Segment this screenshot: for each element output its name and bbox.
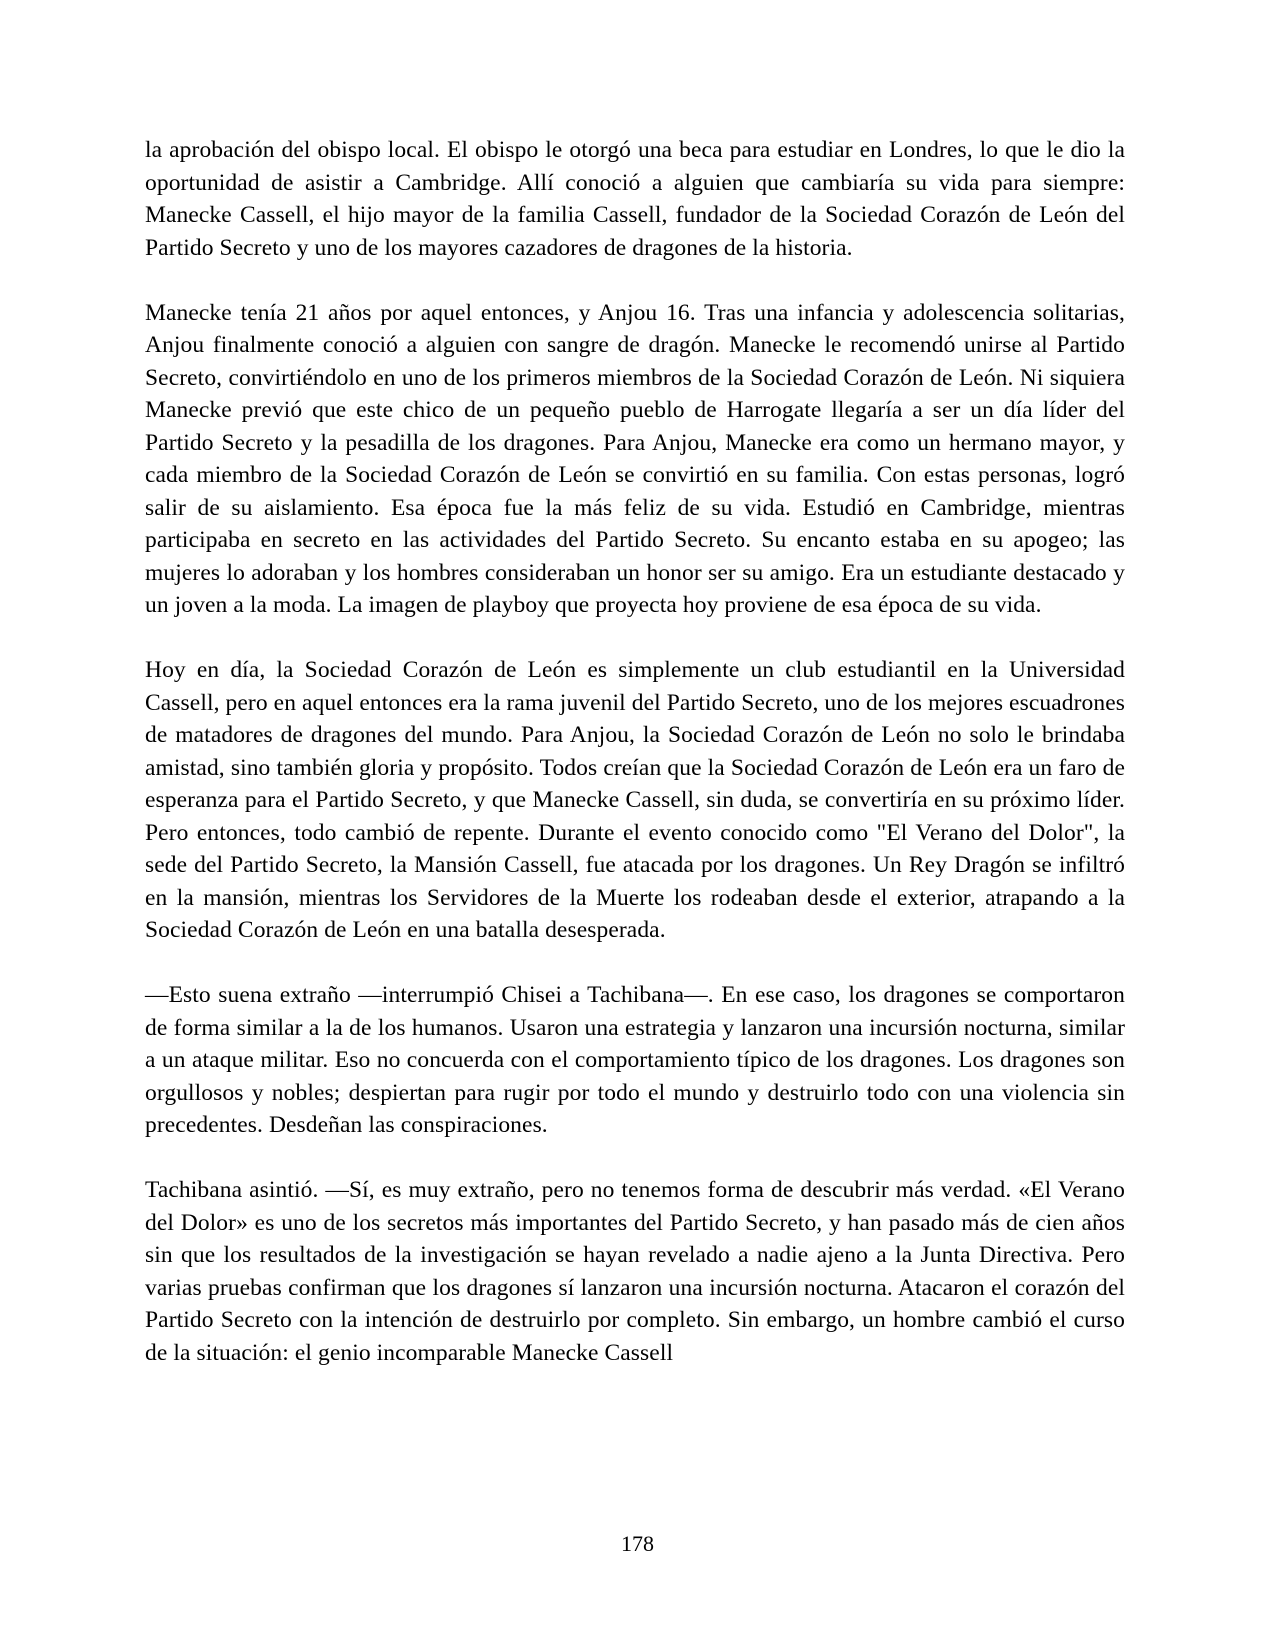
page-footer	[0, 1530, 1275, 1558]
paragraph: Hoy en día, la Sociedad Corazón de León es simplemente un club estudiantil en la Universidad Cassell, pero en aquel entonces era la rama juvenil del Partido Secreto, uno de los mejores escuadrones de matadores de dragones del mundo. Para Anjou, la Sociedad Corazón de León no solo le brindaba amistad, sino también gloria y propósito. Todos creían que la Sociedad Corazón de León era un faro de esperanza para el Partido Secreto, y que Manecke Cassell, sin duda, se convertiría en su próximo líder. Pero entonces, todo cambió de repente. Durante el evento conocido como "El Verano del Dolor", la sede del Partido Secreto, la Mansión Cassell, fue atacada por los dragones. Un Rey Dragón se infiltró en la mansión, mientras los Servidores de la Muerte los rodeaban desde el exterior, atrapando a la Sociedad Corazón de León en una batalla desesperada.	[145, 657, 1125, 943]
paragraph: la aprobación del obispo local. El obispo le otorgó una beca para estudiar en Londres, lo que le dio la oportunidad de asistir a Cambridge. Allí conoció a alguien que cambiaría su vida para siempre: Manecke Cassell, el hijo mayor de la familia Cassell, fundador de la Sociedad Corazón de León del Partido Secreto y uno de los mayores cazadores de dragones de la historia.	[145, 137, 1125, 261]
paragraph: —Esto suena extraño —interrumpió Chisei a Tachibana—. En ese caso, los dragones se comportaron de forma similar a la de los humanos. Usaron una estrategia y lanzaron una incursión nocturna, similar a un ataque militar. Eso no concuerda con el comportamiento típico de los dragones. Los dragones son orgullosos y nobles; despiertan para rugir por todo el mundo y destruirlo todo con una violencia sin precedentes. Desdeñan las conspiraciones.	[145, 982, 1125, 1138]
paragraph: Tachibana asintió. —Sí, es muy extraño, pero no tenemos forma de descubrir más verdad. «El Verano del Dolor» es uno de los secretos más importantes del Partido Secreto, y han pasado más de cien años sin que los resultados de la investigación se hayan revelado a nadie ajeno a la Junta Directiva. Pero varias pruebas confirman que los dragones sí lanzaron una incursión nocturna. Atacaron el corazón del Partido Secreto con la intención de destruirlo por completo. Sin embargo, un hombre cambió el curso de la situación: el genio incomparable Manecke Cassell	[145, 1177, 1125, 1366]
page-number: 178	[621, 1531, 654, 1556]
paragraph: Manecke tenía 21 años por aquel entonces, y Anjou 16. Tras una infancia y adolescencia solitarias, Anjou finalmente conoció a alguien con sangre de dragón. Manecke le recomendó unirse al Partido Secreto, convirtiéndolo en uno de los primeros miembros de la Sociedad Corazón de León. Ni siquiera Manecke previó que este chico de un pequeño pueblo de Harrogate llegaría a ser un día líder del Partido Secreto y la pesadilla de los dragones. Para Anjou, Manecke era como un hermano mayor, y cada miembro de la Sociedad Corazón de León se convirtió en su familia. Con estas personas, logró salir de su aislamiento. Esa época fue la más feliz de su vida. Estudió en Cambridge, mientras participaba en secreto en las actividades del Partido Secreto. Su encanto estaba en su apogeo; las mujeres lo adoraban y los hombres consideraban un honor ser su amigo. Era un estudiante destacado y un joven a la moda. La imagen de playboy que proyecta hoy proviene de esa época de su vida.	[145, 299, 1125, 618]
page-body	[145, 134, 1125, 1402]
